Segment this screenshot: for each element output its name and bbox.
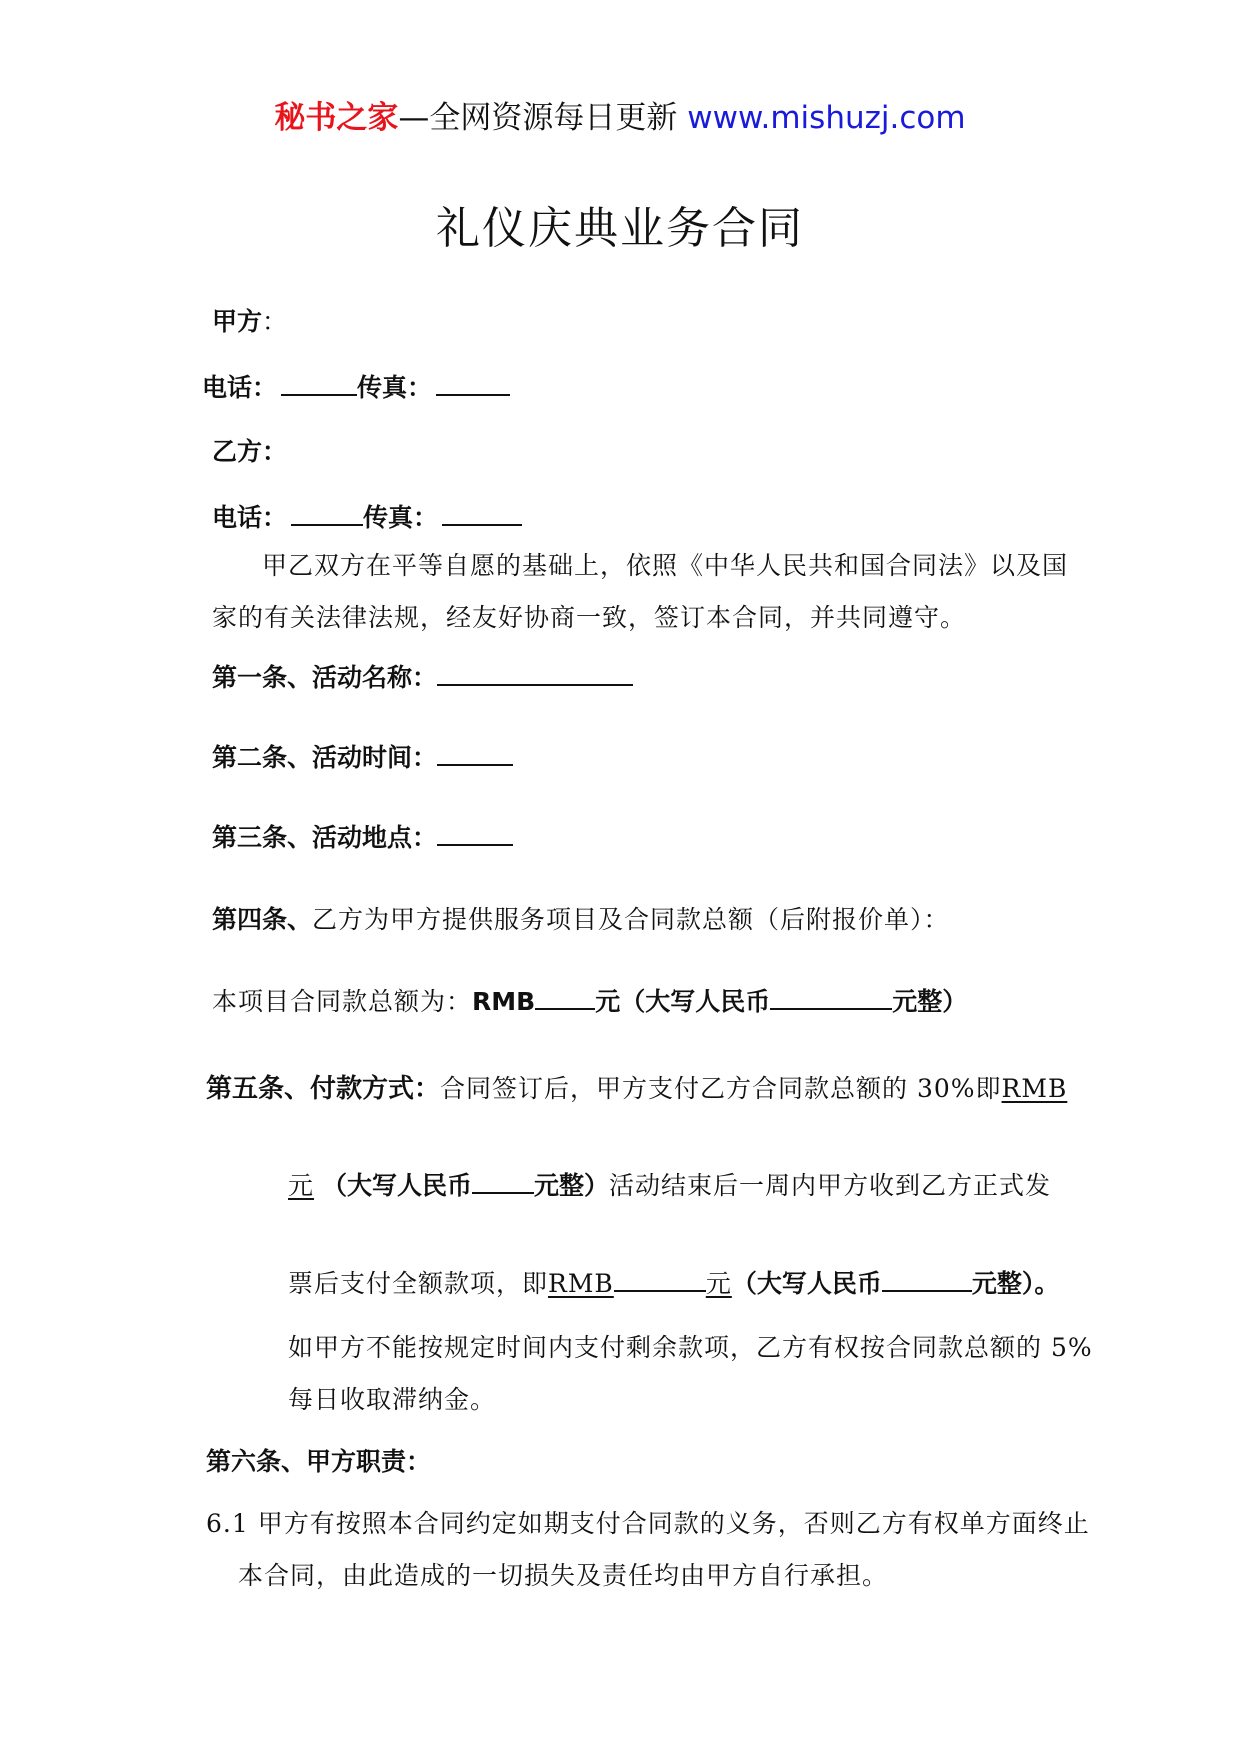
contract-total-end: 元整） bbox=[892, 987, 968, 1016]
final-payment-yuan: 元 bbox=[705, 1269, 732, 1298]
banner-tagline: —全网资源每日更新 bbox=[398, 100, 688, 136]
party-a-phone-label: 电话： bbox=[202, 373, 278, 402]
deposit-yuan: 元 bbox=[288, 1171, 315, 1200]
article-4-text: 乙方为甲方提供服务项目及合同款总额（后附报价单）： bbox=[312, 905, 950, 934]
party-a-phone-blank[interactable] bbox=[281, 372, 357, 397]
deposit-daxie-blank[interactable] bbox=[472, 1178, 534, 1194]
final-payment-daxie-blank[interactable] bbox=[882, 1276, 972, 1292]
article-4 bbox=[212, 900, 950, 936]
party-b-contact bbox=[212, 498, 522, 534]
contract-total-yuan: 元（大写人民币 bbox=[595, 987, 771, 1016]
final-payment-end: 元整）。 bbox=[971, 1269, 1060, 1298]
party-a-fax-label: 传真： bbox=[357, 373, 433, 402]
article-4-label: 第四条、 bbox=[212, 905, 313, 934]
article-3-label: 第三条、活动地点： bbox=[212, 823, 438, 852]
banner-url[interactable]: www.mishuzj.com bbox=[687, 100, 966, 136]
party-a-colon: ： bbox=[262, 307, 289, 336]
party-b-fax-label: 传真： bbox=[363, 503, 439, 532]
penalty-line-2: 每日收取滞纳金。 bbox=[288, 1385, 497, 1414]
deposit-rest: 活动结束后一周内甲方收到乙方正式发 bbox=[609, 1171, 1052, 1200]
contract-total-daxie-blank[interactable] bbox=[770, 994, 892, 1010]
final-payment-daxie: （大写人民币 bbox=[731, 1269, 882, 1298]
article-1 bbox=[212, 658, 633, 694]
party-b-fax-blank[interactable] bbox=[442, 502, 522, 527]
party-a-line bbox=[212, 302, 288, 338]
activity-name-blank[interactable] bbox=[437, 662, 633, 687]
article-3 bbox=[212, 818, 513, 854]
article-5-rmb: RMB bbox=[1001, 1074, 1068, 1103]
activity-time-blank[interactable] bbox=[437, 742, 513, 767]
party-a-contact bbox=[202, 368, 510, 404]
party-a-fax-blank[interactable] bbox=[436, 372, 510, 397]
article-5-label: 第五条、付款方式： bbox=[206, 1074, 441, 1104]
document-title: 礼仪庆典业务合同 bbox=[436, 203, 804, 254]
article-5 bbox=[206, 1068, 1067, 1105]
contract-total-line bbox=[212, 982, 967, 1018]
article-1-label: 第一条、活动名称： bbox=[212, 663, 438, 692]
party-b-phone-blank[interactable] bbox=[291, 502, 363, 527]
article-6: 第六条、甲方职责： bbox=[206, 1447, 432, 1476]
deposit-end: 元整） bbox=[534, 1171, 610, 1200]
article-5-text: 合同签订后，甲方支付乙方合同款总额的 30%即 bbox=[440, 1074, 1002, 1103]
site-banner bbox=[0, 92, 1240, 137]
party-b-phone-label: 电话： bbox=[212, 503, 288, 532]
article-2-label: 第二条、活动时间： bbox=[212, 743, 438, 772]
article-6-1-line-2: 本合同，由此造成的一切损失及责任均由甲方自行承担。 bbox=[238, 1561, 889, 1590]
contract-total-amount-blank[interactable] bbox=[535, 994, 595, 1010]
deposit-daxie: （大写人民币 bbox=[322, 1171, 473, 1200]
brand-name: 秘书之家 bbox=[274, 100, 399, 136]
contract-total-prefix: 本项目合同款总额为： bbox=[212, 987, 473, 1016]
party-b-label: 乙方： bbox=[212, 437, 288, 466]
party-a-label: 甲方 bbox=[212, 307, 263, 336]
preamble-line-1: 甲乙双方在平等自愿的基础上，依照《中华人民共和国合同法》以及国 bbox=[262, 551, 1069, 580]
article-5-line-2 bbox=[288, 1166, 1051, 1202]
article-2 bbox=[212, 738, 513, 774]
final-payment-rmb: RMB bbox=[548, 1269, 614, 1298]
contract-total-rmb: RMB bbox=[472, 987, 536, 1016]
article-5-line-3 bbox=[288, 1264, 1059, 1300]
article-6-1-line-1: 6.1 甲方有按照本合同约定如期支付合同款的义务，否则乙方有权单方面终止 bbox=[206, 1509, 1090, 1538]
activity-location-blank[interactable] bbox=[437, 822, 513, 847]
preamble-line-2: 家的有关法律法规，经友好协商一致，签订本合同，并共同遵守。 bbox=[212, 603, 967, 632]
penalty-line-1: 如甲方不能按规定时间内支付剩余款项，乙方有权按合同款总额的 5% bbox=[288, 1333, 1093, 1362]
final-payment-amount-blank[interactable] bbox=[614, 1276, 706, 1292]
final-payment-text: 票后支付全额款项，即 bbox=[288, 1269, 549, 1298]
